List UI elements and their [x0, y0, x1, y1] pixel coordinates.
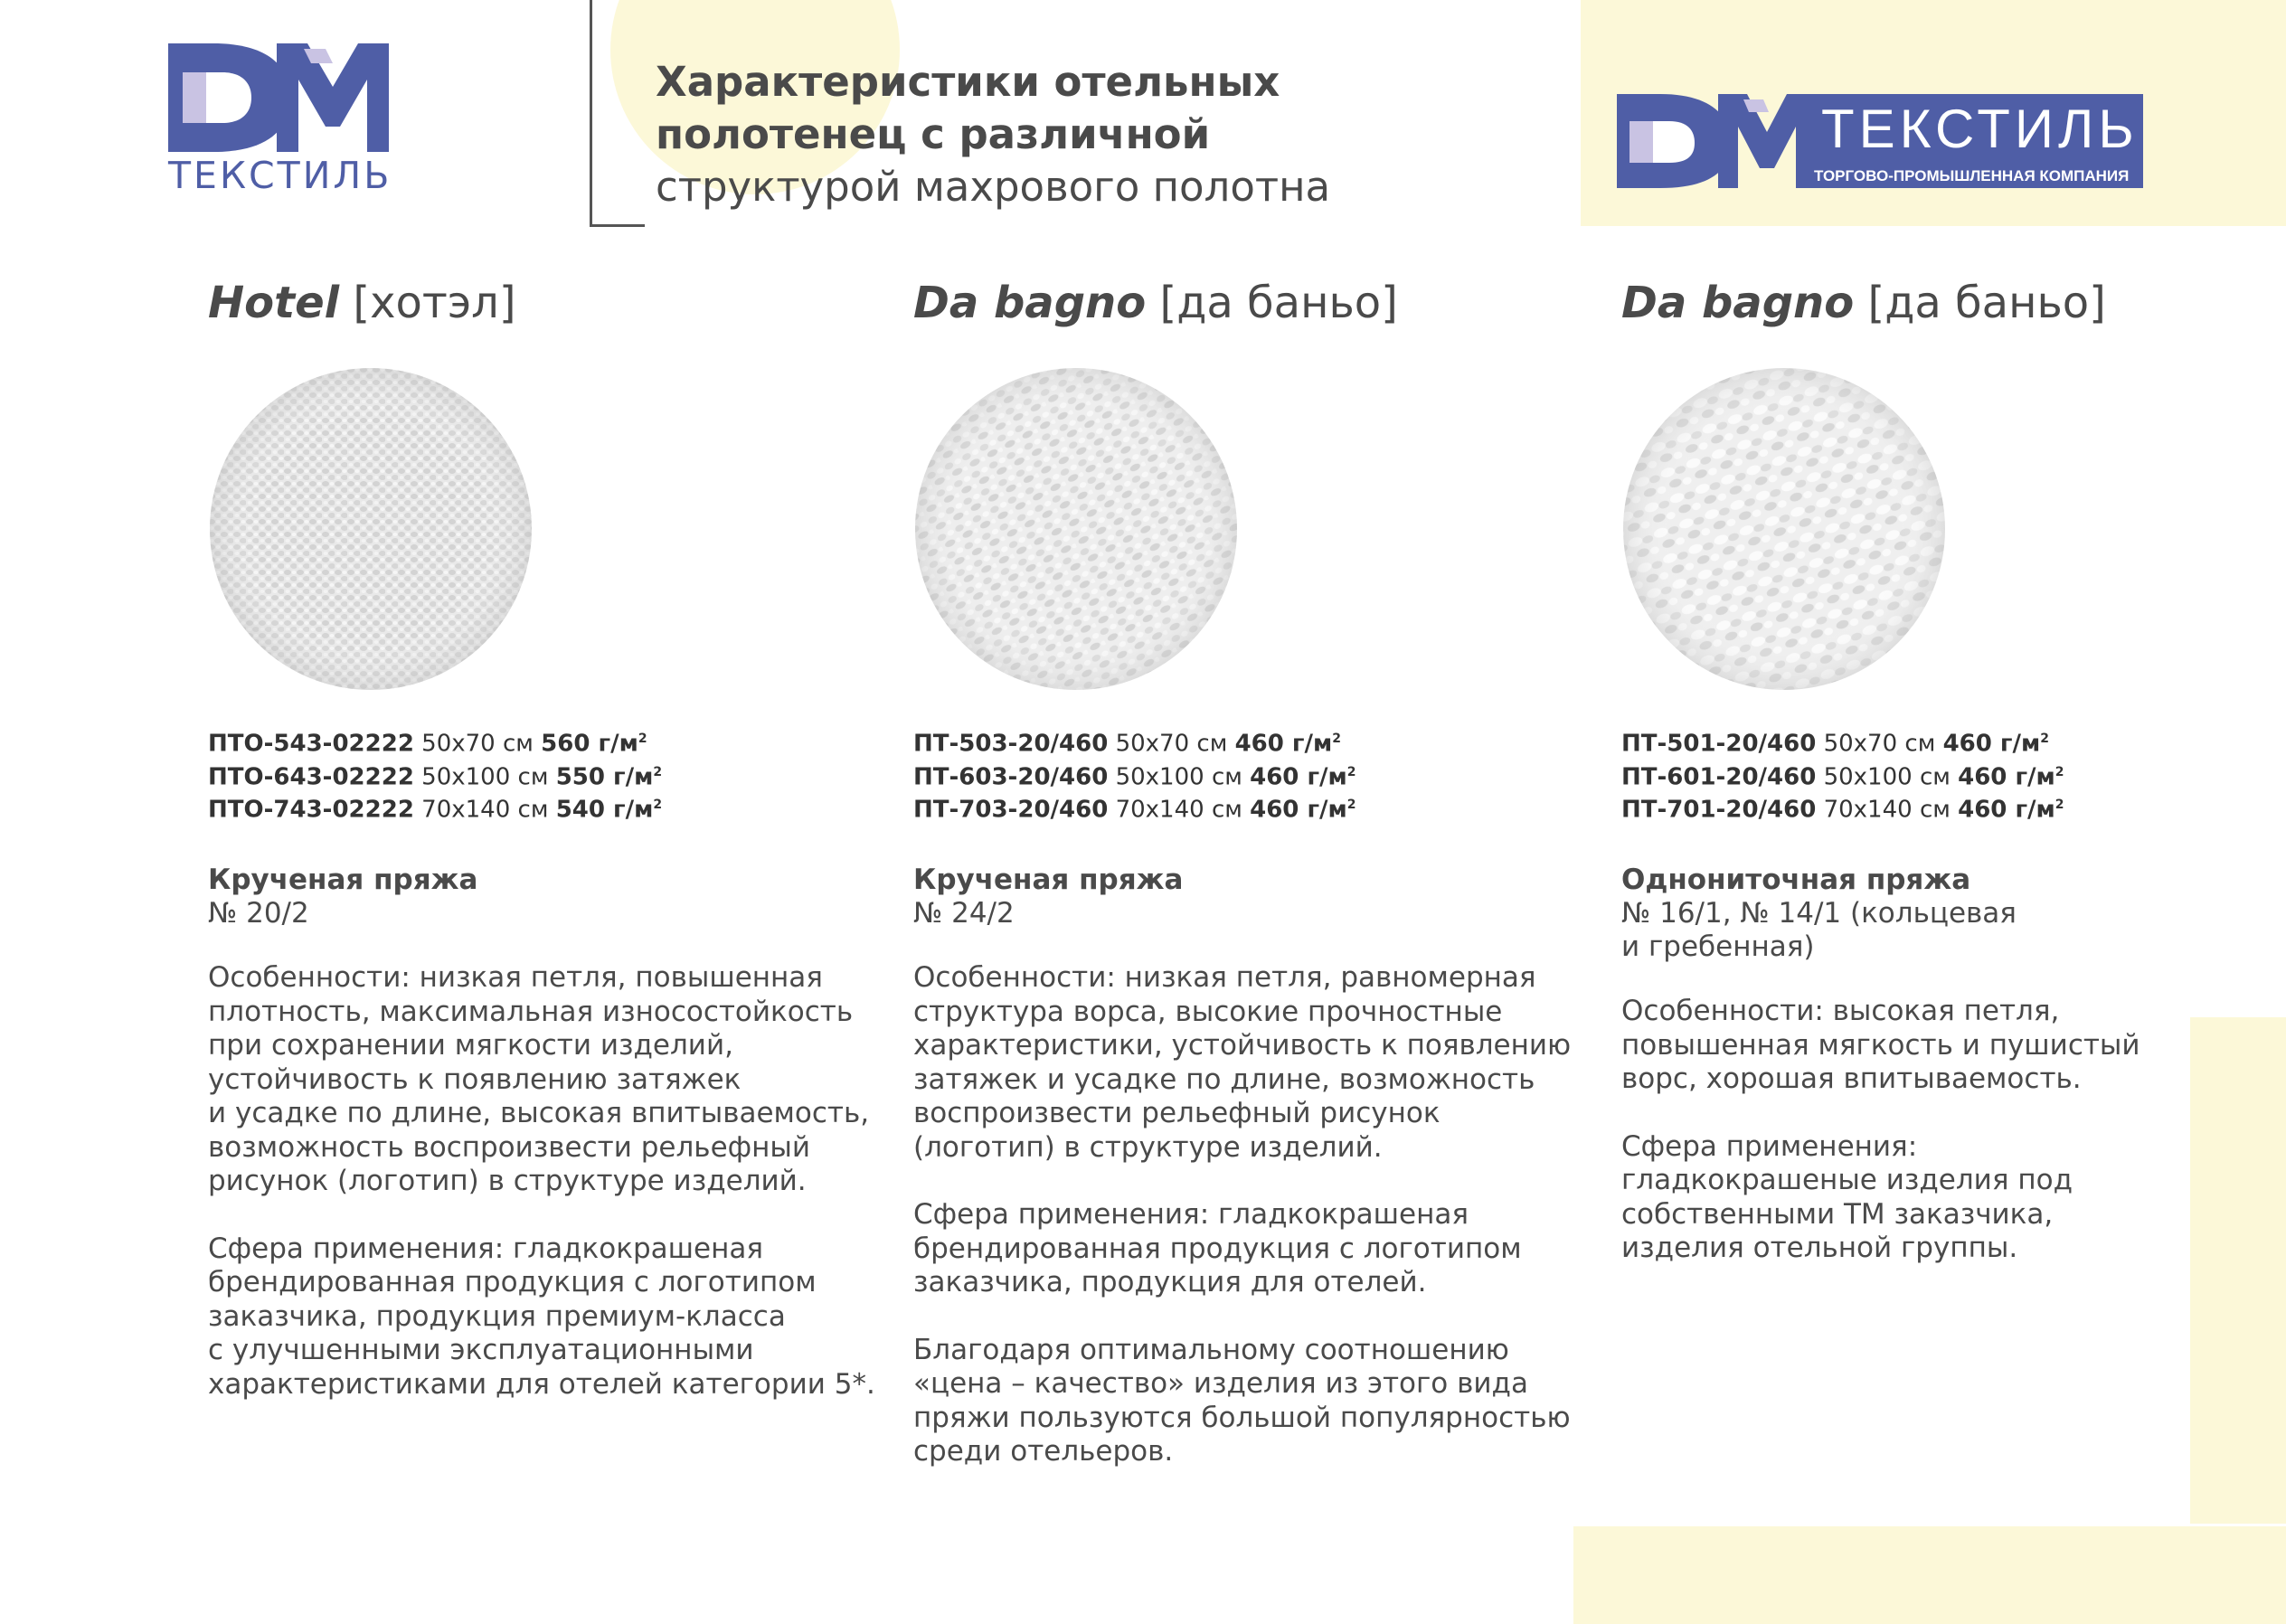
terry-texture-diagonal-icon	[913, 366, 1239, 692]
note-paragraph	[913, 1334, 1601, 1469]
unit-superscript: 2	[638, 732, 647, 746]
column-name: Da bagno	[913, 278, 1147, 328]
product-code: ПТ-703-20/460	[913, 796, 1109, 824]
terry-texture-low-loop-icon	[208, 366, 534, 692]
title-line-1: Характеристики отельных	[656, 58, 1280, 106]
logo-word: ТЕКСТИЛЬ	[1821, 99, 2139, 159]
unit-superscript: 2	[2040, 732, 2049, 746]
title-line-2: полотенец с различной	[656, 110, 1211, 158]
product-code: ПТО-643-02222	[208, 763, 414, 791]
yarn-number: № 20/2	[208, 897, 309, 930]
product-code: ПТО-543-02222	[208, 730, 414, 758]
text-line: Особенности: высокая петля,	[1621, 995, 2060, 1027]
product-weight: 460 г/м	[1234, 730, 1333, 758]
features-paragraph	[208, 961, 895, 1199]
description	[1621, 995, 2286, 1299]
product-codes	[1621, 725, 2064, 825]
text-line: брендированная продукция с логотипом	[208, 1266, 817, 1298]
title-line-3: структурой махрового полотна	[656, 163, 1331, 211]
text-line: Особенности: низкая петля, повышенная	[208, 961, 823, 994]
product-code: ПТ-501-20/460	[1621, 730, 1817, 758]
description	[913, 961, 1601, 1503]
product-size: 50х100 см	[421, 763, 549, 791]
product-code-row	[913, 791, 1356, 825]
terry-texture-high-loop-icon	[1621, 366, 1947, 692]
product-code-row	[208, 791, 662, 825]
text-line: устойчивость к появлению затяжек	[208, 1062, 742, 1096]
column-pronunciation: [да баньо]	[1867, 278, 2106, 328]
text-line: брендированная продукция с логотипом	[913, 1232, 1522, 1265]
text-line: плотность, максимальная износостойкость	[208, 995, 854, 1028]
unit-superscript: 2	[1346, 798, 1356, 813]
usage-paragraph	[208, 1232, 895, 1402]
text-line: ворс, хорошая впитываемость.	[1621, 1062, 2082, 1095]
product-size: 70х140 см	[1823, 796, 1951, 824]
logo-word: ТЕКСТИЛЬ	[168, 154, 392, 197]
column-title	[1621, 276, 2286, 330]
text-line: и усадке по длине, высокая впитываемость,	[208, 1097, 870, 1129]
text-line: с улучшенными эксплуатационными	[208, 1334, 754, 1366]
product-weight: 460 г/м	[1250, 796, 1347, 824]
description	[208, 961, 895, 1435]
text-line: Сфера применения:	[1621, 1129, 1918, 1163]
product-code: ПТ-701-20/460	[1621, 796, 1817, 824]
product-code: ПТ-503-20/460	[913, 730, 1109, 758]
unit-superscript: 2	[653, 764, 663, 779]
text-line: Сфера применения: гладкокрашеная	[913, 1198, 1469, 1231]
product-weight: 540 г/м	[555, 796, 654, 824]
column-pronunciation: [хотэл]	[353, 278, 516, 328]
dm-logo-icon	[168, 43, 389, 152]
product-codes	[208, 725, 662, 825]
text-line: (логотип) в структуре изделий.	[913, 1130, 1383, 1164]
text-line: Особенности: низкая петля, равномерная	[913, 961, 1536, 994]
product-size: 50х70 см	[1115, 730, 1228, 758]
text-line: заказчика, продукция для отелей.	[913, 1266, 1427, 1298]
product-code: ПТ-601-20/460	[1621, 763, 1817, 791]
product-weight: 460 г/м	[1958, 796, 2055, 824]
yarn-number-continued: и гребенная)	[1621, 930, 1815, 963]
column-name: Da bagno	[1621, 278, 1855, 328]
text-line: характеристиками для отелей категории 5*.	[208, 1367, 875, 1401]
unit-superscript: 2	[2055, 798, 2064, 813]
unit-superscript: 2	[653, 798, 663, 813]
text-line: гладкокрашеные изделия под	[1621, 1164, 2073, 1196]
product-code-row	[913, 759, 1356, 792]
product-weight: 460 г/м	[1942, 730, 2041, 758]
text-line: Благодаря оптимальному соотношению	[913, 1333, 1509, 1366]
text-line: воспроизвести рельефный рисунок	[913, 1097, 1441, 1129]
usage-paragraph	[913, 1198, 1601, 1300]
text-line: затяжек и усадке по длине, возможность	[913, 1062, 1535, 1096]
yarn-type: Крученая пряжа	[913, 864, 1184, 896]
product-column-da-bagno-1	[913, 276, 1601, 1468]
yarn-type: Крученая пряжа	[208, 864, 478, 896]
product-code-row	[1621, 725, 2064, 759]
dm-logo-icon	[1617, 90, 1816, 192]
text-line: характеристики, устойчивость к появлению	[913, 1029, 1572, 1062]
column-pronunciation: [да баньо]	[1159, 278, 1398, 328]
logo-subtitle: ТОРГОВО-ПРОМЫШЛЕННАЯ КОМПАНИЯ	[1814, 167, 2130, 184]
column-name: Hotel	[208, 278, 340, 328]
text-line: «цена – качество» изделия из этого вида	[913, 1367, 1528, 1400]
text-line: среди отельеров.	[913, 1435, 1174, 1468]
product-code: ПТ-603-20/460	[913, 763, 1109, 791]
product-code-row	[208, 759, 662, 792]
product-weight: 560 г/м	[541, 730, 638, 758]
text-line: заказчика, продукция премиум-класса	[208, 1299, 786, 1333]
yarn-info	[1621, 864, 2017, 964]
features-paragraph	[913, 961, 1601, 1165]
decorative-panel-bottom	[1573, 1526, 2286, 1624]
yarn-type: Однониточная пряжа	[1621, 864, 1971, 896]
yarn-number: № 24/2	[913, 897, 1015, 930]
unit-superscript: 2	[2055, 764, 2064, 779]
features-paragraph	[1621, 995, 2286, 1097]
column-title	[208, 276, 895, 330]
text-line: изделия отельной группы.	[1621, 1232, 2018, 1264]
product-code-row	[913, 725, 1356, 759]
yarn-info	[208, 864, 477, 930]
text-line: возможность воспроизвести рельефный	[208, 1130, 811, 1164]
product-size: 50х70 см	[421, 730, 534, 758]
product-column-hotel	[208, 276, 895, 1401]
title-bracket	[590, 0, 645, 227]
product-size: 50х70 см	[1823, 730, 1936, 758]
product-weight: 460 г/м	[1958, 763, 2055, 791]
yarn-info	[913, 864, 1183, 930]
product-code: ПТО-743-02222	[208, 796, 414, 824]
product-codes	[913, 725, 1356, 825]
text-line: повышенная мягкость и пушистый	[1621, 1028, 2140, 1062]
yarn-number: № 16/1, № 14/1 (кольцевая	[1621, 897, 2017, 930]
text-line: Сфера применения: гладкокрашеная	[208, 1232, 763, 1265]
logo-right	[1617, 90, 2152, 192]
product-size: 50х100 см	[1115, 763, 1242, 791]
text-line: рисунок (логотип) в структуре изделий.	[208, 1165, 807, 1197]
product-weight: 460 г/м	[1250, 763, 1347, 791]
product-size: 50х100 см	[1823, 763, 1951, 791]
logo-left	[168, 43, 394, 197]
product-code-row	[1621, 759, 2064, 792]
page-title	[656, 56, 1330, 213]
usage-paragraph	[1621, 1130, 2286, 1266]
unit-superscript: 2	[1332, 732, 1341, 746]
text-line: структура ворса, высокие прочностные	[913, 995, 1503, 1028]
product-size: 70х140 см	[1115, 796, 1242, 824]
text-line: пряжи пользуются большой популярностью	[913, 1401, 1571, 1434]
product-column-da-bagno-2	[1621, 276, 2286, 1264]
unit-superscript: 2	[1346, 764, 1356, 779]
product-size: 70х140 см	[421, 796, 549, 824]
text-line: собственными ТМ заказчика,	[1621, 1197, 2054, 1231]
text-line: при сохранении мягкости изделий,	[208, 1029, 733, 1062]
product-code-row	[1621, 791, 2064, 825]
product-weight: 550 г/м	[555, 763, 654, 791]
column-title	[913, 276, 1601, 330]
product-code-row	[208, 725, 662, 759]
